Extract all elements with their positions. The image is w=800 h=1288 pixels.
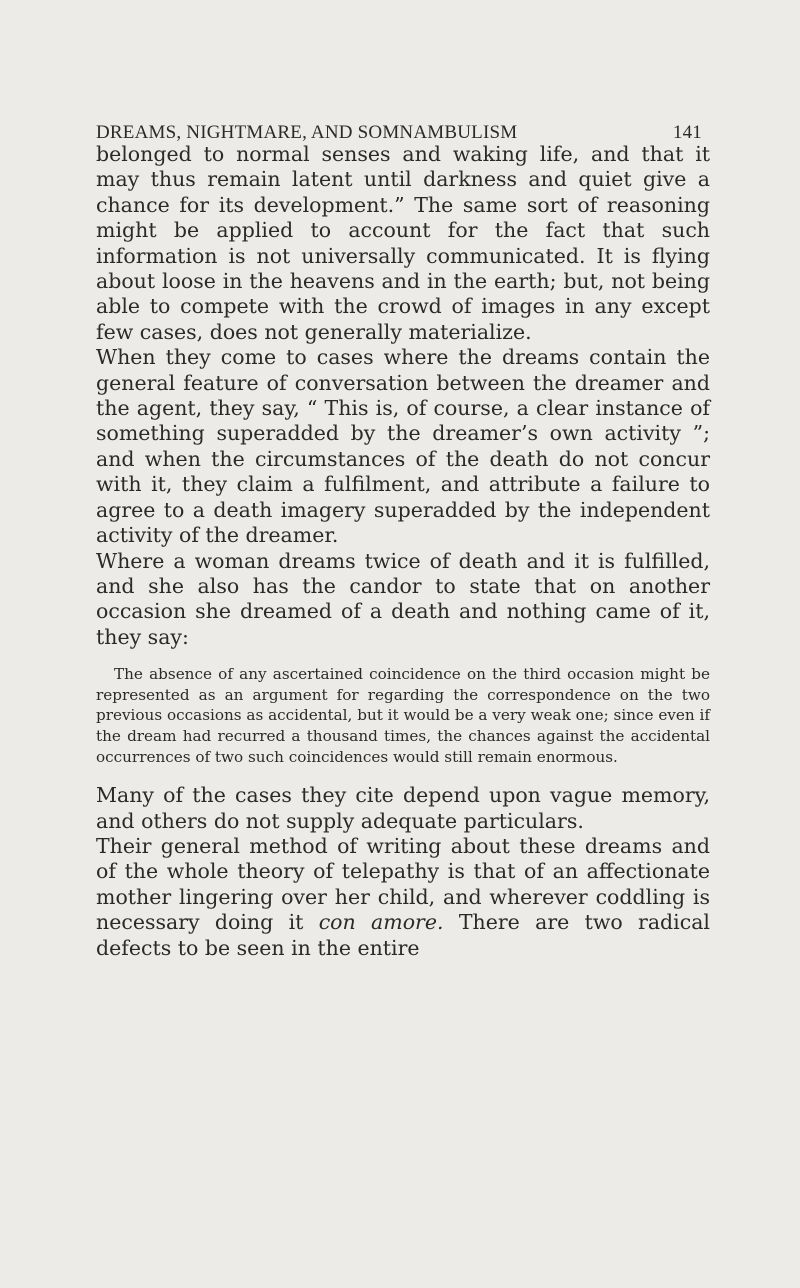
- paragraph-general-method: [96, 834, 710, 961]
- page-number: 141: [672, 122, 702, 143]
- italic-phrase: con amore.: [318, 910, 444, 935]
- general-method-text-end: There are two radical defects to be seen in the entire: [96, 910, 710, 960]
- paragraph-continuation: belonged to normal senses and waking life, and that it may thus remain latent until darkness and quiet give a chance for its development.” The same sort of reasoning might be applied to account for the fact that such information is not universally communicated. It is flying about loose in the heavens and in the earth; but, not being able to compete with the crowd of images in any except few cases, does not generally materialize.: [96, 142, 710, 344]
- paragraph-vague-memory: Many of the cases they cite depend upon vague memory, and others do not supply adequate particulars.: [96, 783, 710, 833]
- running-title: DREAMS, NIGHTMARE, AND SOMNAMBULISM: [96, 122, 518, 143]
- paragraph-conversation-dreams: When they come to cases where the dreams contain the general feature of conversation between the dreamer and the agent, they say, “ This is, of course, a clear instance of something superadded by the dreamer’s own activity ”; and when the circumstances of the death do not concur with it, they claim a fulfilment, and attribute a failure to agree to a death imagery superadded by the independent activity of the dreamer.: [96, 345, 710, 548]
- block-quote: The absence of any ascertained coincidence on the third occasion might be represented as an argument for regarding the correspondence on the two previous occasions as accidental, but it would be a very weak one; since even if the dream had recurred a thousand times, the chances against the accidental occurrences of two such coincidences would still remain enormous.: [96, 665, 710, 766]
- general-method-text: Their general method of writing about these dreams and of the whole theory of telepathy is that of an affectionate mother lingering over her child, and wherever coddling is necessary doing it: [96, 833, 710, 935]
- paragraph-twice-death: Where a woman dreams twice of death and it is fulfilled, and she also has the candor to state that on another occasion she dreamed of a death and nothing came of it, they say:: [96, 548, 710, 649]
- body-text: [96, 142, 710, 961]
- running-head: [96, 122, 702, 144]
